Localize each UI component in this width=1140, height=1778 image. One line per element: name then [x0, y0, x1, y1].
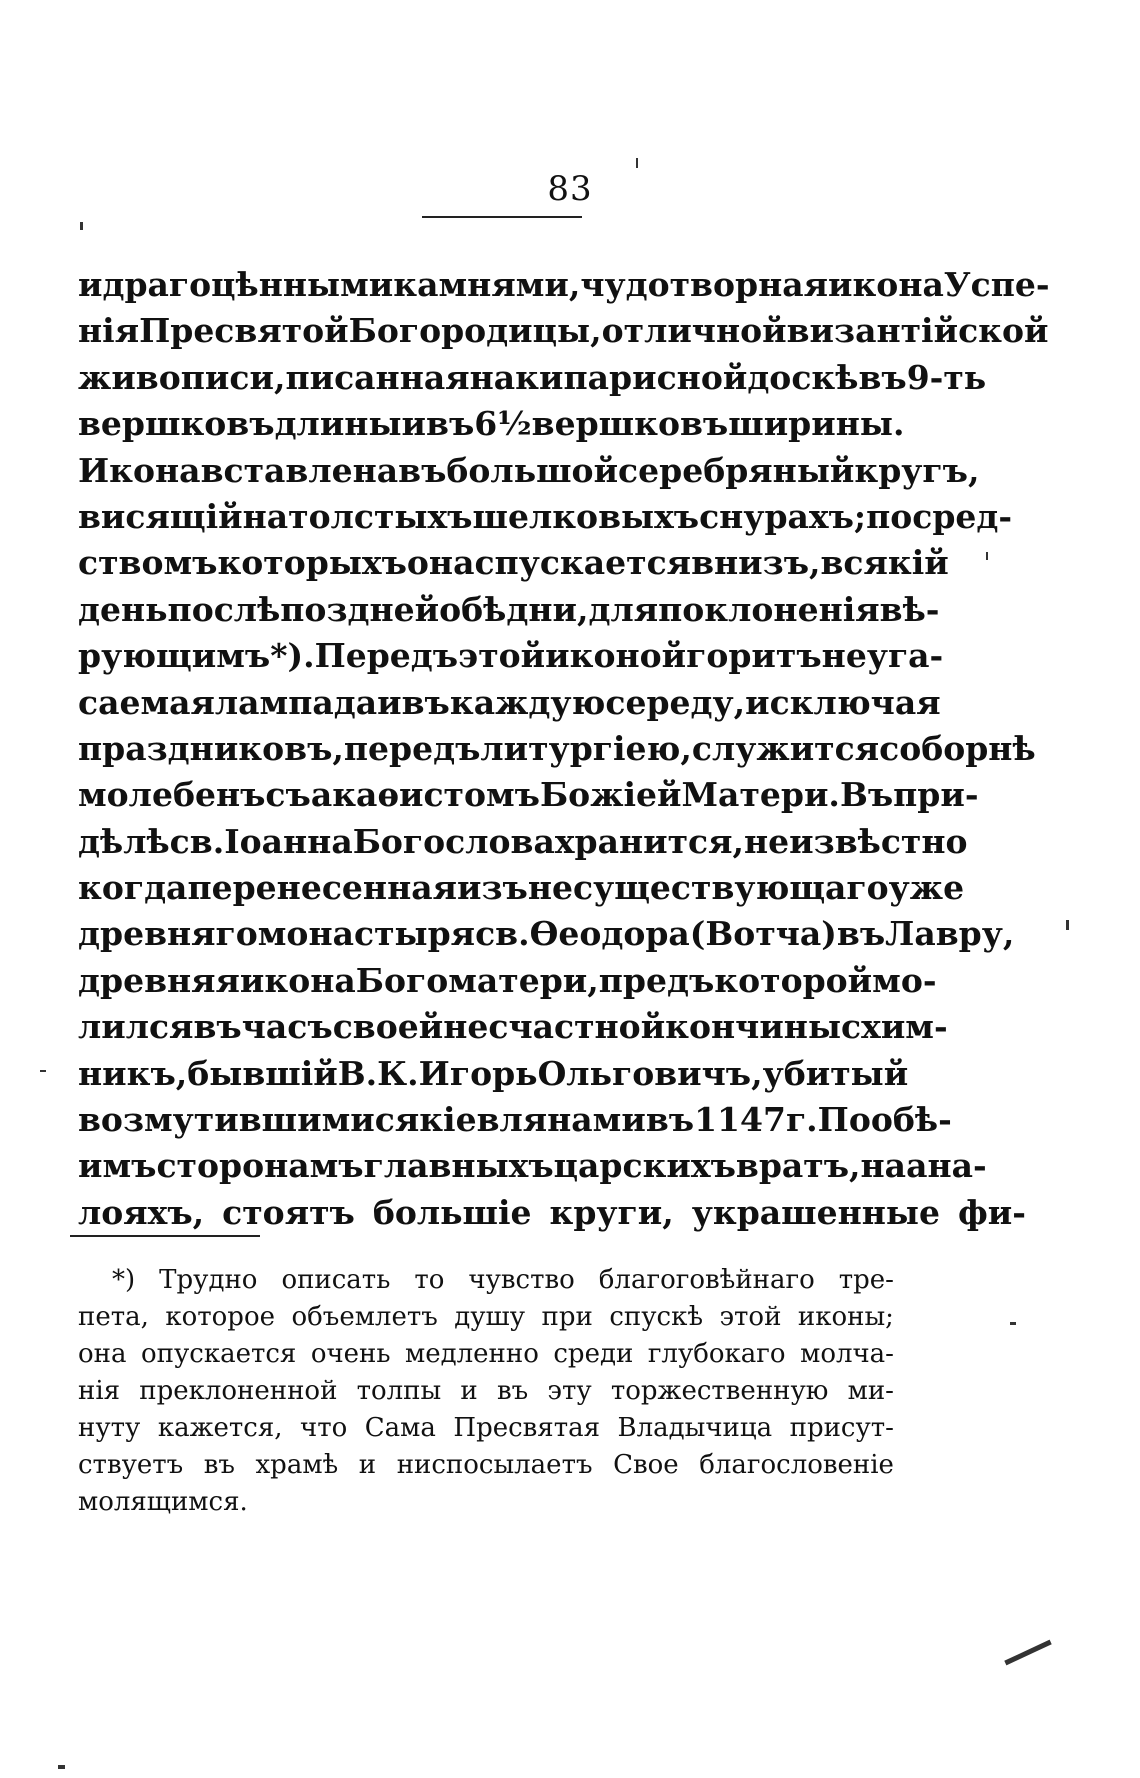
word: съ — [265, 775, 311, 815]
word: Ѳеодора — [529, 914, 690, 954]
word: горитъ — [686, 636, 822, 676]
text-line — [78, 1097, 952, 1143]
word: на — [242, 496, 289, 536]
word: большой — [446, 450, 619, 490]
word: опускается — [140, 1339, 297, 1369]
text-line — [78, 1051, 909, 1097]
word: дѣлѣ — [78, 821, 170, 861]
word: глубокаго — [647, 1339, 786, 1369]
word: византійской — [786, 311, 1049, 351]
word: соборнѣ — [879, 728, 1036, 768]
word: снурахъ; — [699, 496, 867, 536]
word: въ — [426, 404, 475, 444]
word: ширины. — [728, 404, 905, 444]
word: въ — [401, 682, 450, 722]
word: посред- — [866, 496, 1013, 536]
word: лояхъ, — [78, 1192, 205, 1232]
word: несуществующаго — [527, 868, 889, 908]
word: перенесенная — [187, 868, 457, 908]
scan-speck — [1066, 920, 1069, 930]
word: и — [358, 1450, 377, 1480]
text-line — [78, 865, 965, 911]
word: въ — [496, 1376, 529, 1406]
scan-speck — [58, 1765, 65, 1769]
word: которыхъ — [217, 543, 407, 583]
word: возмутившимися — [78, 1100, 420, 1140]
word: 9-ть — [906, 357, 987, 397]
word: при- — [893, 775, 979, 815]
word: она — [406, 543, 475, 583]
word: нуту — [78, 1413, 141, 1443]
word: царскихъ — [553, 1146, 736, 1186]
text-line — [78, 587, 940, 633]
scan-speck — [40, 1070, 46, 1072]
word: которой — [714, 960, 873, 1000]
word: своей — [332, 1007, 444, 1047]
text-line — [78, 262, 1050, 308]
word: писанная — [285, 357, 470, 397]
word: этой — [719, 1302, 782, 1332]
text-line — [78, 401, 905, 447]
word: св. — [475, 914, 530, 954]
word: иконы; — [797, 1302, 894, 1332]
word: душу — [454, 1302, 526, 1332]
word: благословеніе — [699, 1450, 894, 1480]
word: лился — [78, 1007, 194, 1047]
word: поздней — [280, 589, 440, 629]
word: кипарисной — [515, 357, 748, 397]
word: молча- — [800, 1339, 894, 1369]
word: въ — [203, 1450, 235, 1480]
text-line — [78, 958, 937, 1004]
footnote-line — [78, 1262, 894, 1299]
word: *). — [270, 636, 315, 676]
word: поклоненія — [658, 589, 880, 629]
footnote-text — [78, 1262, 894, 1521]
footnote-line — [78, 1484, 894, 1521]
word: литургіею, — [480, 728, 692, 768]
word: всякій — [820, 543, 949, 583]
word: круги, — [549, 1192, 674, 1232]
word: и — [401, 404, 427, 444]
word: саемая — [78, 682, 215, 722]
word: рующимъ — [78, 636, 271, 676]
page-number: 83 — [547, 169, 593, 209]
word: схим- — [841, 1007, 948, 1047]
text-line — [78, 819, 968, 865]
word: Икона — [78, 450, 201, 490]
word: акаѳистомъ — [310, 775, 540, 815]
word: Передъ — [314, 636, 459, 676]
text-line — [78, 911, 1015, 957]
word: имъ — [78, 1146, 157, 1186]
word: ствомъ — [78, 543, 218, 583]
main-text — [78, 262, 1050, 1236]
word: послѣ — [167, 589, 281, 629]
word: этой — [458, 636, 546, 676]
word: уже — [888, 868, 965, 908]
footnote-line — [78, 1299, 894, 1336]
word: Богослова — [352, 821, 555, 861]
header-rule — [422, 216, 582, 218]
word: исключая — [745, 682, 941, 722]
word: главныхъ — [363, 1146, 554, 1186]
word: кончины — [665, 1007, 842, 1047]
word: хранится, — [554, 821, 745, 861]
word: вѣ- — [879, 589, 940, 629]
word: Іоанна — [224, 821, 353, 861]
word: благоговѣйнаго — [598, 1265, 815, 1295]
word: торжественную — [610, 1376, 829, 1406]
word: она — [78, 1339, 127, 1369]
word: кажется, — [157, 1413, 283, 1443]
word: чудотворная — [580, 265, 828, 304]
word: среди — [553, 1339, 634, 1369]
word: Божіей — [539, 775, 682, 815]
word: сторонамъ — [156, 1146, 364, 1186]
word: По — [817, 1100, 871, 1140]
word: иконой — [545, 636, 687, 676]
footnote-line — [78, 1373, 894, 1410]
word: ствуетъ — [78, 1450, 184, 1480]
word: Трудно — [159, 1265, 258, 1295]
word: Матери. — [681, 775, 840, 815]
word: Въ — [839, 775, 894, 815]
word: лампада — [214, 682, 378, 722]
word: на — [469, 357, 516, 397]
word: отличной — [601, 311, 787, 351]
word: и — [377, 682, 402, 722]
word: тре- — [838, 1265, 894, 1295]
word: передъ — [343, 728, 481, 768]
text-line — [78, 772, 979, 818]
word: когда — [78, 868, 188, 908]
word: молебенъ — [78, 775, 266, 815]
word: Свое — [613, 1450, 679, 1480]
word: описать — [281, 1265, 391, 1295]
word: то — [414, 1265, 445, 1295]
word: вершковъ — [78, 404, 275, 444]
word: медленно — [405, 1339, 539, 1369]
word: вратъ, — [735, 1146, 861, 1186]
text-line — [78, 1004, 948, 1050]
scan-speck — [986, 552, 988, 560]
word: большіе — [372, 1192, 532, 1232]
word: живописи, — [78, 357, 286, 397]
word: молящимся. — [78, 1487, 248, 1517]
word: икона — [828, 265, 944, 304]
word: объемлетъ — [291, 1302, 438, 1332]
scan-speck — [1004, 1640, 1051, 1666]
word: часъ — [241, 1007, 333, 1047]
word: ана- — [906, 1146, 987, 1186]
word: обѣ- — [870, 1100, 952, 1140]
word: камнями, — [393, 265, 581, 304]
word: Богоматери, — [355, 960, 599, 1000]
word: драгоцѣнными — [102, 265, 394, 304]
word: вершковъ — [531, 404, 729, 444]
word: несчастной — [443, 1007, 666, 1047]
word: нія — [78, 311, 140, 351]
word: кругъ, — [854, 450, 980, 490]
scan-speck — [80, 222, 83, 230]
word: древняго — [78, 914, 258, 954]
footnote-line — [78, 1410, 894, 1447]
word: неизвѣстно — [744, 821, 968, 861]
word: которое — [165, 1302, 275, 1332]
word: В. — [337, 1053, 378, 1093]
word: при — [541, 1302, 593, 1332]
footnote-line — [78, 1336, 894, 1373]
word: спускѣ — [609, 1302, 703, 1332]
word: Богородицы, — [348, 311, 602, 351]
word: чувство — [468, 1265, 575, 1295]
word: доскѣ — [747, 357, 859, 397]
scan-speck — [1010, 1322, 1016, 1325]
word: К. — [377, 1053, 419, 1093]
word: преклоненной — [139, 1376, 338, 1406]
footnote-line — [78, 1447, 894, 1484]
word: Игорь — [418, 1053, 538, 1093]
word: никъ, — [78, 1053, 188, 1093]
word: середу, — [605, 682, 746, 722]
scan-speck — [636, 158, 638, 168]
word: праздниковъ, — [78, 728, 344, 768]
word: въ — [193, 1007, 242, 1047]
word: Пресвятая — [453, 1413, 600, 1443]
text-line — [78, 1143, 987, 1189]
text-line — [78, 448, 980, 494]
word: и — [78, 265, 103, 304]
word: серебряный — [618, 450, 855, 490]
word: присут- — [789, 1413, 894, 1443]
word: Сама — [364, 1413, 436, 1443]
text-line — [78, 680, 941, 726]
word: пета, — [78, 1302, 149, 1332]
text-line — [78, 726, 1036, 772]
word: г. — [785, 1100, 818, 1140]
word: фи- — [958, 1192, 1026, 1232]
word: украшенные — [691, 1192, 941, 1232]
word: ниспосылаетъ — [396, 1450, 593, 1480]
word: въ — [836, 914, 886, 954]
word: Ольговичъ, — [537, 1053, 763, 1093]
word: икона — [239, 960, 356, 1000]
word: въ — [858, 357, 907, 397]
text-line — [78, 540, 949, 586]
word: внизъ, — [691, 543, 821, 583]
word: нія — [78, 1376, 121, 1406]
word: древняя — [78, 960, 240, 1000]
word: Пресвятой — [139, 311, 349, 351]
word: *) — [112, 1265, 136, 1295]
word: каждую — [449, 682, 606, 722]
word: толпы — [356, 1376, 442, 1406]
word: толстыхъ — [288, 496, 473, 536]
text-line — [78, 308, 1049, 354]
word: въ — [645, 1100, 695, 1140]
word: очень — [310, 1339, 391, 1369]
word: бывшій — [187, 1053, 338, 1093]
word: Лавру, — [885, 914, 1015, 954]
word: что — [300, 1413, 348, 1443]
text-line — [78, 633, 944, 679]
word: Владычица — [617, 1413, 773, 1443]
word: 1147 — [694, 1100, 786, 1140]
word: 6½ — [474, 404, 532, 444]
word: изъ — [456, 868, 528, 908]
word: вставлена — [200, 450, 399, 490]
text-line — [78, 494, 1013, 540]
word: Успе- — [943, 265, 1050, 304]
word: шелковыхъ — [472, 496, 700, 536]
word: висящій — [78, 496, 243, 536]
word: день — [78, 589, 168, 629]
word: ми- — [847, 1376, 894, 1406]
word: спускается — [474, 543, 692, 583]
footnote-rule — [70, 1235, 260, 1237]
word: неуга- — [821, 636, 944, 676]
word: на — [860, 1146, 907, 1186]
word: (Вотча) — [689, 914, 837, 954]
word: мо- — [872, 960, 937, 1000]
word: эту — [547, 1376, 592, 1406]
word: стоятъ — [222, 1192, 355, 1232]
word: кіевлянами — [419, 1100, 646, 1140]
word: убитый — [762, 1053, 909, 1093]
word: для — [588, 589, 659, 629]
word: длины — [274, 404, 402, 444]
word: св. — [169, 821, 225, 861]
text-line — [78, 1190, 1026, 1236]
word: храмѣ — [255, 1450, 339, 1480]
word: предъ — [598, 960, 715, 1000]
word: служится — [691, 728, 880, 768]
word: монастыря — [257, 914, 476, 954]
word: въ — [398, 450, 447, 490]
word: и — [460, 1376, 478, 1406]
word: обѣдни, — [439, 589, 589, 629]
text-line — [78, 355, 987, 401]
